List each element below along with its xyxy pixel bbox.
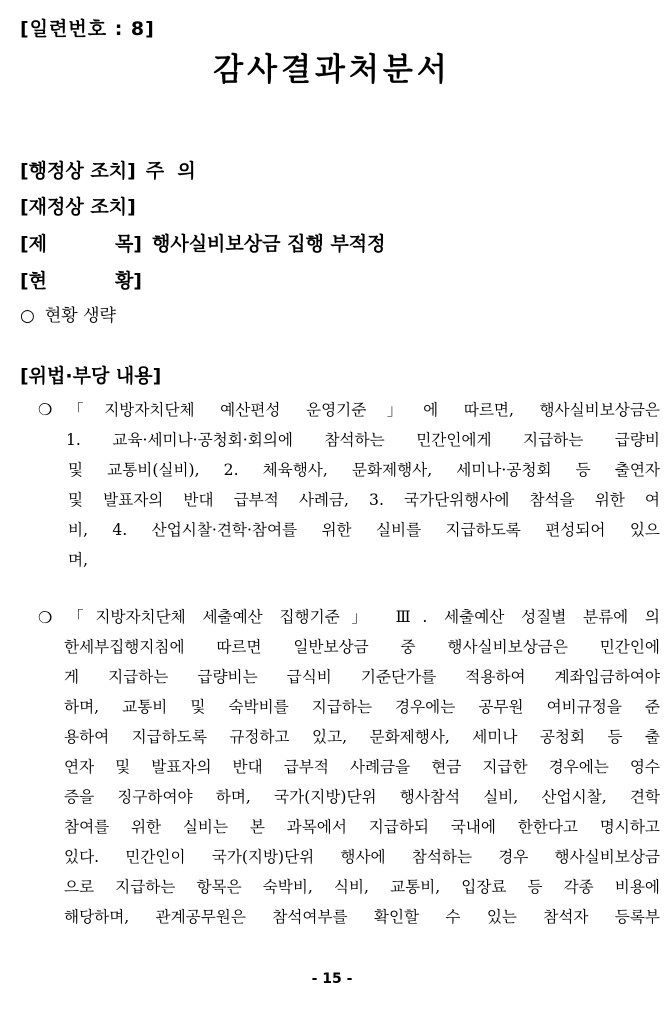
paragraph-line: 증을 징구하여야 하며, 국가(지방)단위 행사참석 실비, 산업시찰, 견학 bbox=[64, 788, 660, 806]
paragraph-line: 게 지급하는 급량비는 급식비 기준단가를 적용하여 계좌입금하여야 bbox=[64, 668, 660, 686]
paragraph-line: 1. 교육·세미나·공청회·회의에 참석하는 민간인에게 지급하는 급량비 bbox=[66, 431, 660, 449]
paragraph-bullet-icon: ❍ bbox=[38, 400, 53, 419]
paragraph-line: 며, bbox=[68, 551, 89, 569]
paragraph-line: 연자 및 발표자의 반대 급부적 사례금을 현금 지급한 경우에는 영수 bbox=[64, 758, 660, 776]
admin-action-row bbox=[20, 156, 196, 183]
paragraph-line: 「지방자치단체 예산편성 운영기준」에 따르면, 행사실비보상금은 bbox=[68, 401, 660, 419]
circle-bullet-icon: ○ bbox=[20, 306, 35, 326]
financial-action-label: [재정상 조치] bbox=[20, 196, 136, 218]
status-label: [현 황] bbox=[20, 270, 142, 292]
serial-number: [일련번호 : 8] bbox=[20, 18, 155, 40]
paragraph-line: 하며, 교통비 및 숙박비를 지급하는 경우에는 공무원 여비규정을 준 bbox=[64, 698, 660, 716]
paragraph-line: 「지방자치단체 세출예산 집행기준」 Ⅲ. 세출예산 성질별 분류에 의 bbox=[68, 608, 660, 626]
financial-action-row bbox=[20, 192, 146, 219]
status-row bbox=[20, 266, 142, 293]
subject-row bbox=[20, 229, 385, 256]
paragraph-bullet-icon: ❍ bbox=[38, 608, 53, 627]
paragraph-1 bbox=[68, 395, 660, 575]
status-summary-text: 현황 생략 bbox=[44, 306, 116, 326]
violation-heading: [위법·부당 내용] bbox=[20, 365, 162, 387]
paragraph-line: 및 교통비(실비), 2. 체육행사, 문화제행사, 세미나·공청회 등 출연자 bbox=[68, 461, 660, 479]
paragraph-line: 해당하며, 관계공무원은 참석여부를 확인할 수 있는 참석자 등록부 bbox=[64, 908, 660, 926]
paragraph-line: 및 발표자의 반대 급부적 사례금, 3. 국가단위행사에 참석을 위한 여 bbox=[68, 491, 660, 509]
paragraph-line: 으로 지급하는 항목은 숙박비, 식비, 교통비, 입장료 등 각종 비용에 bbox=[64, 878, 660, 896]
subject-value: 행사실비보상금 집행 부적정 bbox=[152, 233, 386, 255]
status-summary bbox=[20, 301, 116, 326]
subject-label: [제 목] bbox=[20, 233, 142, 255]
paragraph-line: 비, 4. 산업시찰·견학·참여를 위한 실비를 지급하도록 편성되어 있으 bbox=[68, 521, 660, 539]
admin-action-label: [행정상 조치] bbox=[20, 160, 136, 182]
paragraph-line: 용하여 지급하도록 규정하고 있고, 문화제행사, 세미나 공청회 등 출 bbox=[64, 728, 660, 746]
admin-action-value: 주 의 bbox=[145, 160, 196, 182]
paragraph-line: 한세부집행지침에 따르면 일반보상금 중 행사실비보상금은 민간인에 bbox=[64, 638, 660, 656]
document-title: 감사결과처분서 bbox=[213, 52, 451, 88]
paragraph-line: 있다. 민간인이 국가(지방)단위 행사에 참석하는 경우 행사실비보상금 bbox=[64, 848, 660, 866]
paragraph-line: 참여를 위한 실비는 본 과목에서 지급하되 국내에 한한다고 명시하고 bbox=[64, 818, 660, 836]
paragraph-2 bbox=[64, 602, 660, 932]
page-number: - 15 - bbox=[311, 971, 353, 987]
